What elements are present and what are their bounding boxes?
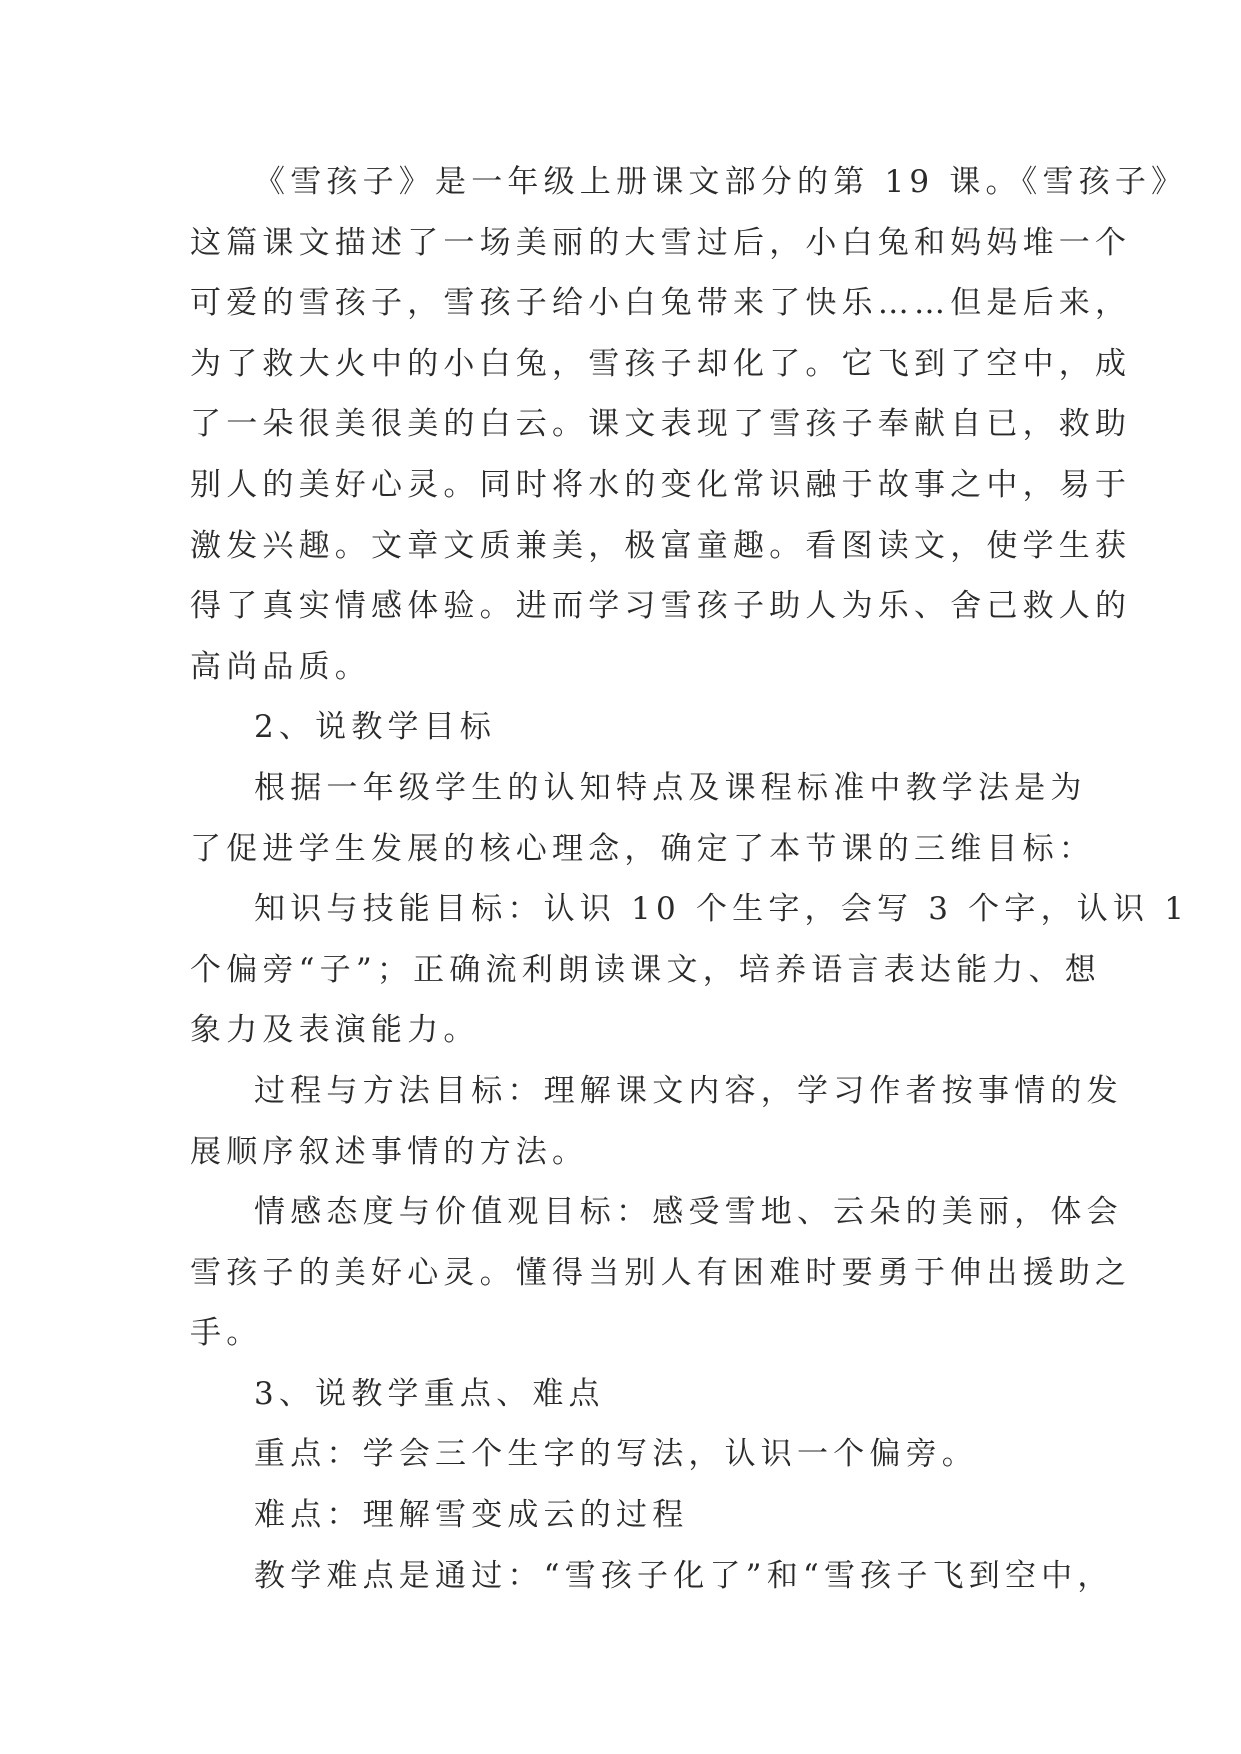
text-line: 激发兴趣。文章文质兼美，极富童趣。看图读文，使学生获 (190, 527, 1132, 564)
text-line: 展顺序叙述事情的方法。 (190, 1133, 589, 1170)
document-body (190, 152, 1190, 1606)
text-line: 难点：理解雪变成云的过程 (254, 1497, 689, 1534)
text-line: 过程与方法目标：理解课文内容，学习作者按事情的发 (254, 1072, 1123, 1109)
text-line: 为了救大火中的小白兔，雪孩子却化了。它飞到了空中，成 (190, 345, 1132, 382)
section-heading: 3、说教学重点、难点 (254, 1375, 605, 1412)
text-line: 个偏旁“子”；正确流利朗读课文，培养语言表达能力、想 (190, 951, 1101, 988)
text-line: 得了真实情感体验。进而学习雪孩子助人为乐、舍己救人的 (190, 588, 1132, 625)
text-line: 象力及表演能力。 (190, 1012, 480, 1049)
text-line: 手。 (190, 1315, 263, 1352)
text-line: 根据一年级学生的认知特点及课程标准中教学法是为 (254, 769, 1087, 806)
text-line: 可爱的雪孩子，雪孩子给小白兔带来了快乐……但是后来， (190, 285, 1132, 322)
text-line: 雪孩子的美好心灵。懂得当别人有困难时要勇于伸出援助之 (190, 1254, 1132, 1291)
text-line: 高尚品质。 (190, 648, 371, 685)
text-line: 这篇课文描述了一场美丽的大雪过后，小白兔和妈妈堆一个 (190, 224, 1132, 261)
text-line: 了一朵很美很美的白云。课文表现了雪孩子奉献自已，救助 (190, 406, 1132, 443)
text-line: 《雪孩子》是一年级上册课文部分的第 19 课。《雪孩子》 (254, 164, 1188, 200)
text-line: 重点：学会三个生字的写法，认识一个偏旁。 (254, 1436, 978, 1473)
text-line: 情感态度与价值观目标：感受雪地、云朵的美丽，体会 (254, 1194, 1123, 1231)
text-line: 了促进学生发展的核心理念，确定了本节课的三维目标： (190, 830, 1095, 867)
text-line: 教学难点是通过：“雪孩子化了”和“雪孩子飞到空中， (254, 1557, 1114, 1594)
text-line: 别人的美好心灵。同时将水的变化常识融于故事之中，易于 (190, 466, 1132, 503)
section-heading: 2、说教学目标 (254, 709, 497, 746)
text-line: 知识与技能目标：认识 10 个生字，会写 3 个字，认识 1 (254, 891, 1190, 928)
